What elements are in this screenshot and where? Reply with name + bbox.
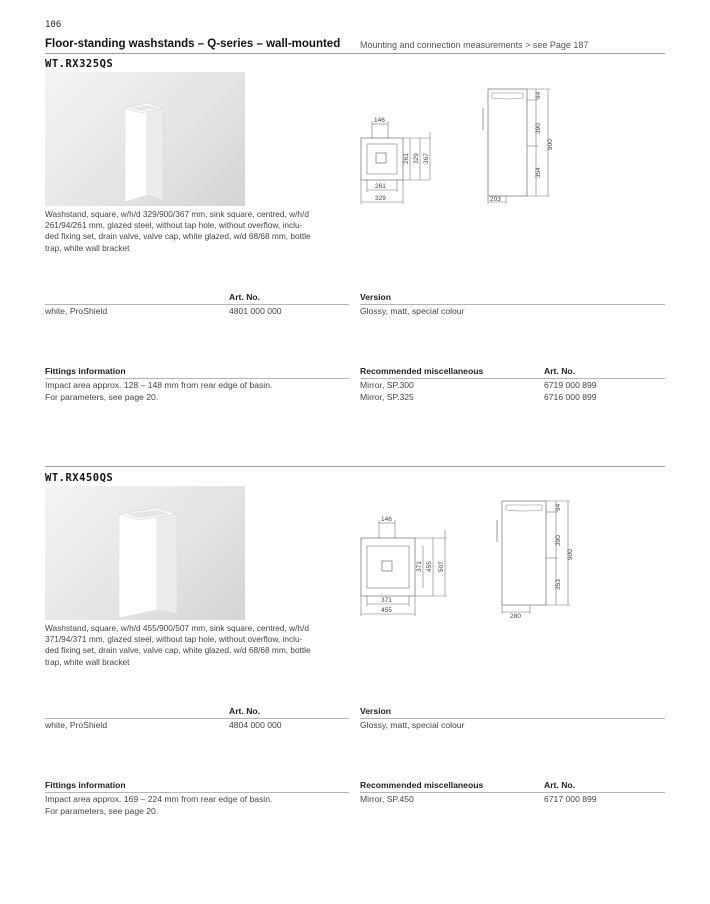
variant-name: white, ProShield [45, 720, 108, 730]
side-drawing [490, 498, 575, 620]
dim-label: 390 [535, 123, 542, 134]
desc-line: Washstand, square, w/h/d 329/900/367 mm, sink square, centred, w/h/d [45, 209, 309, 219]
fittings-line: Impact area approx. 169 – 224 mm from rear edge of basin. [45, 794, 273, 804]
dim-label: 371 [416, 561, 423, 572]
fittings-line: For parameters, see page 20. [45, 805, 159, 816]
table-rule [45, 304, 349, 305]
table-rule [45, 792, 349, 793]
side-drawing [478, 86, 563, 206]
version-header: Version [360, 706, 392, 716]
art-number: 4801 000 000 [229, 306, 282, 316]
fittings-header: Fittings information [45, 366, 126, 376]
dim-label: 261 [375, 183, 386, 190]
fittings-line: For parameters, see page 20. [45, 391, 159, 402]
misc-art-header: Art. No. [544, 780, 576, 790]
dim-label: 371 [381, 597, 392, 604]
desc-line: 371/94/371 mm, glazed steel, without tap hole, without overflow, inclu- [45, 634, 303, 645]
dim-label: 146 [374, 117, 385, 124]
dim-label: 507 [438, 561, 445, 572]
misc-art: 6716 000 899 [544, 391, 597, 402]
desc-line: Washstand, square, w/h/d 455/900/507 mm, sink square, centred, w/h/d [45, 623, 309, 633]
misc-list [360, 380, 414, 403]
plan-drawing [355, 112, 450, 208]
misc-art-list [544, 380, 597, 403]
dim-label: 203 [490, 196, 501, 203]
dim-label: 280 [510, 613, 521, 620]
plan-drawing [355, 510, 460, 620]
product-description [45, 209, 355, 254]
table-rule [360, 792, 665, 793]
dim-label: 329 [375, 195, 386, 202]
product-photo [45, 72, 245, 206]
misc-item: Mirror, SP.450 [360, 794, 414, 804]
desc-line: trap, white wall bracket [45, 242, 130, 253]
art-number: 4804 000 000 [229, 720, 282, 730]
product-photo [45, 486, 245, 620]
table-rule [45, 718, 349, 719]
dim-label: 900 [567, 549, 574, 560]
model-code: WT.RX450QS [45, 472, 114, 484]
fittings-text [45, 380, 272, 403]
product-description [45, 623, 355, 668]
header-rule [45, 53, 665, 54]
page-title: Floor-standing washstands – Q-series – wall-mounted [45, 38, 341, 50]
section-divider [45, 466, 665, 467]
dim-label: 900 [547, 139, 554, 150]
table-rule [360, 718, 665, 719]
model-code: WT.RX325QS [45, 58, 114, 70]
dim-label: 353 [555, 579, 562, 590]
dim-label: 455 [426, 561, 433, 572]
table-rule [360, 378, 665, 379]
misc-item: Mirror, SP.325 [360, 391, 414, 402]
fittings-text [45, 794, 272, 817]
misc-art-list [544, 794, 597, 806]
version-header: Version [360, 292, 392, 302]
dim-label: 367 [423, 153, 430, 164]
desc-line: 261/94/261 mm, glazed steel, without tap hole, without overflow, inclu- [45, 220, 303, 231]
art-no-header: Art. No. [229, 292, 261, 302]
table-rule [45, 378, 349, 379]
table-rule [360, 304, 665, 305]
desc-line: ded fixing set, drain valve, valve cap, white glazed, w/d 68/68 mm, bottle [45, 645, 311, 656]
dim-label: 329 [413, 153, 420, 164]
fittings-header: Fittings information [45, 780, 126, 790]
art-no-header: Art. No. [229, 706, 261, 716]
dim-label: 261 [403, 153, 410, 164]
dim-label: 94 [535, 91, 542, 99]
misc-list [360, 794, 414, 806]
washstand-image [45, 486, 245, 620]
mounting-reference[interactable]: Mounting and connection measurements > see Page 187 [360, 40, 589, 50]
version-value: Glossy, matt, special colour [360, 720, 465, 730]
variant-name: white, ProShield [45, 306, 108, 316]
dim-label: 354 [535, 167, 542, 178]
dim-label: 146 [381, 516, 392, 523]
misc-item: Mirror, SP.300 [360, 380, 414, 390]
misc-art: 6719 000 899 [544, 380, 597, 390]
dim-label: 94 [555, 503, 562, 511]
misc-art: 6717 000 899 [544, 794, 597, 804]
misc-art-header: Art. No. [544, 366, 576, 376]
desc-line: ded fixing set, drain valve, valve cap, white glazed, w/d 68/68 mm, bottle [45, 231, 311, 242]
fittings-line: Impact area approx. 128 – 148 mm from rear edge of basin. [45, 380, 273, 390]
misc-header: Recommended miscellaneous [360, 780, 484, 790]
dim-label: 390 [555, 535, 562, 546]
misc-header: Recommended miscellaneous [360, 366, 484, 376]
washstand-image [45, 72, 245, 206]
dim-label: 455 [381, 607, 392, 614]
desc-line: trap, white wall bracket [45, 656, 130, 667]
version-value: Glossy, matt, special colour [360, 306, 465, 316]
page-number: 106 [45, 20, 62, 30]
